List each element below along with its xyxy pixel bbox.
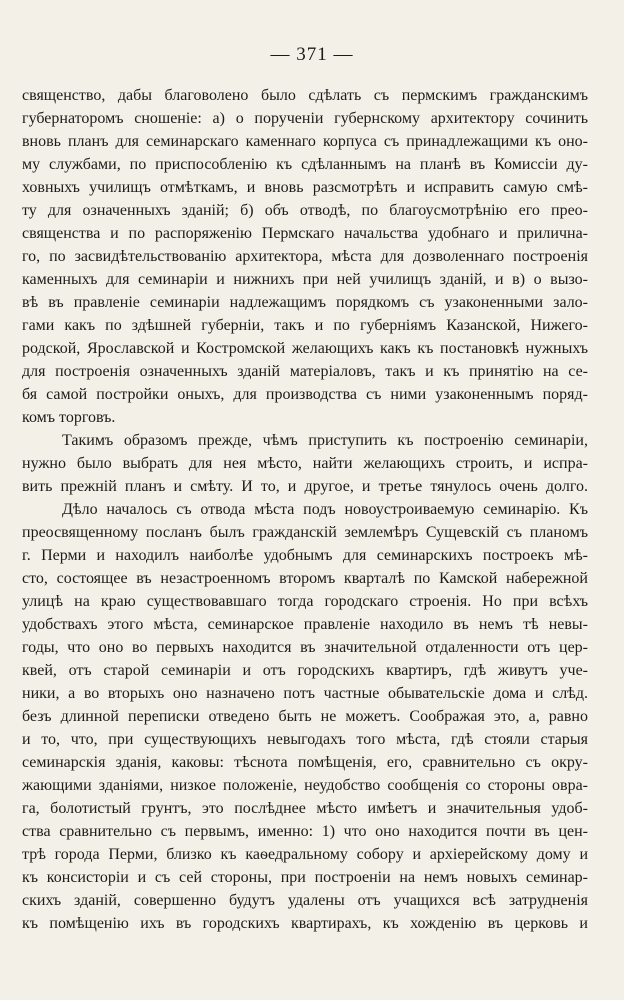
text-line: му службами, по приспособленію къ сдѣланнымъ на планѣ въ Комиссіи ду-	[22, 156, 588, 173]
text-line: ники, а во вторыхъ оно назначено потъ частные обывательскіе дома и слѣд.	[22, 685, 588, 702]
text-line: губернаторомъ сношеніе: а) о порученіи губернскому архитектору сочинить	[22, 110, 588, 127]
text-line: сто, состоящее въ незастроенномъ второмъ кварталѣ по Камской набережной	[22, 570, 588, 587]
text-line: го, по засвидѣтельствованію архитектора, мѣста для дозволеннаго построенія	[22, 248, 588, 265]
text-line: вѣ въ правленіе семинаріи надлежащимъ порядкомъ съ узаконенными зало-	[22, 294, 588, 311]
text-line: квей, отъ старой семинаріи и отъ городскихъ квартиръ, гдѣ живутъ уче-	[22, 662, 588, 679]
text-line: годы, что оно во первыхъ находится въ значительной отдаленности отъ цер-	[22, 639, 588, 656]
page-body-text	[22, 84, 588, 935]
text-line: священства и по распоряженію Пермскаго начальства удобнаго и прилична-	[22, 225, 588, 242]
text-line: и то, что, при существующихъ невыгодахъ того мѣста, гдѣ стояли старыя	[22, 731, 588, 748]
page-number: — 371 —	[270, 44, 354, 65]
text-line: ства сравнительно съ первымъ, именно: 1) что оно находится почти въ цен-	[22, 823, 588, 840]
text-line: ховныхъ училищъ отмѣткамъ, и вновь разсмотрѣть и исправить самую смѣ-	[22, 179, 588, 196]
text-line: священство, дабы благоволено было сдѣлать съ пермскимъ гражданскимъ	[22, 87, 588, 104]
text-line: г. Перми и находилъ наиболѣе удобнымъ для семинарскихъ построекъ мѣ-	[22, 547, 588, 564]
text-line: семинарскія зданія, каковы: тѣснота помѣщенія, его, сравнительно съ окру-	[22, 754, 588, 771]
text-line: для построенія означенныхъ зданій матеріаловъ, такъ и къ принятію на се-	[22, 363, 588, 380]
text-line: родской, Ярославской и Костромской желающихъ какъ къ постановкѣ нужныхъ	[22, 340, 588, 357]
text-line: ту для означенныхъ зданій; б) объ отводѣ, по благоусмотрѣнію его прео-	[22, 202, 588, 219]
text-line: комъ торговъ.	[22, 409, 116, 426]
text-line: преосвященному посланъ былъ гражданскій землемѣръ Сущевскій съ планомъ	[22, 524, 588, 541]
text-line: безъ длинной переписки отведено быть не можетъ. Соображая это, а, равно	[22, 708, 588, 725]
text-line: къ помѣщенію ихъ въ городскихъ квартирахъ, къ хожденію въ церковь и	[22, 915, 588, 932]
text-line: скихъ зданій, совершенно будутъ удалены отъ учащихся всѣ затрудненія	[22, 892, 588, 909]
text-line: жающими зданіями, низкое положеніе, неудобство сообщенія со стороны овра-	[22, 777, 588, 794]
text-line: га, болотистый грунтъ, это послѣднее мѣсто имѣетъ и значительныя удоб-	[22, 800, 588, 817]
text-line: гами какъ по здѣшней губерніи, такъ и по губерніямъ Казанской, Нижего-	[22, 317, 588, 334]
text-line: бя самой постройки оныхъ, для производства съ ними узаконеннымъ поряд-	[22, 386, 588, 403]
text-line: къ консисторіи и съ сей стороны, при построеніи на немъ новыхъ семинар-	[22, 869, 588, 886]
text-line: улицѣ на краю существовавшаго тогда городскаго строенія. Но при всѣхъ	[22, 593, 588, 610]
text-line: нужно было выбрать для нея мѣсто, найти желающихъ строить, и испра-	[22, 455, 588, 472]
text-line: удобствахъ этого мѣста, семинарское правленіе находило въ немъ тѣ невы-	[22, 616, 588, 633]
text-line: Такимъ образомъ прежде, чѣмъ приступить къ построенію семинаріи,	[62, 432, 588, 449]
text-line: Дѣло началось съ отвода мѣста подъ новоустроиваемую семинарію. Къ	[62, 501, 588, 518]
text-line: вновь планъ для семинарскаго каменнаго корпуса съ принадлежащими къ оно-	[22, 133, 588, 150]
text-line: трѣ города Перми, близко къ каѳедральному собору и архіерейскому дому и	[22, 846, 588, 863]
text-line: каменныхъ для семинаріи и нижнихъ при ней училищъ зданій, и в) о вызо-	[22, 271, 588, 288]
text-line: вить прежній планъ и смѣту. И то, и другое, и третье тянулось очень долго.	[22, 478, 588, 495]
